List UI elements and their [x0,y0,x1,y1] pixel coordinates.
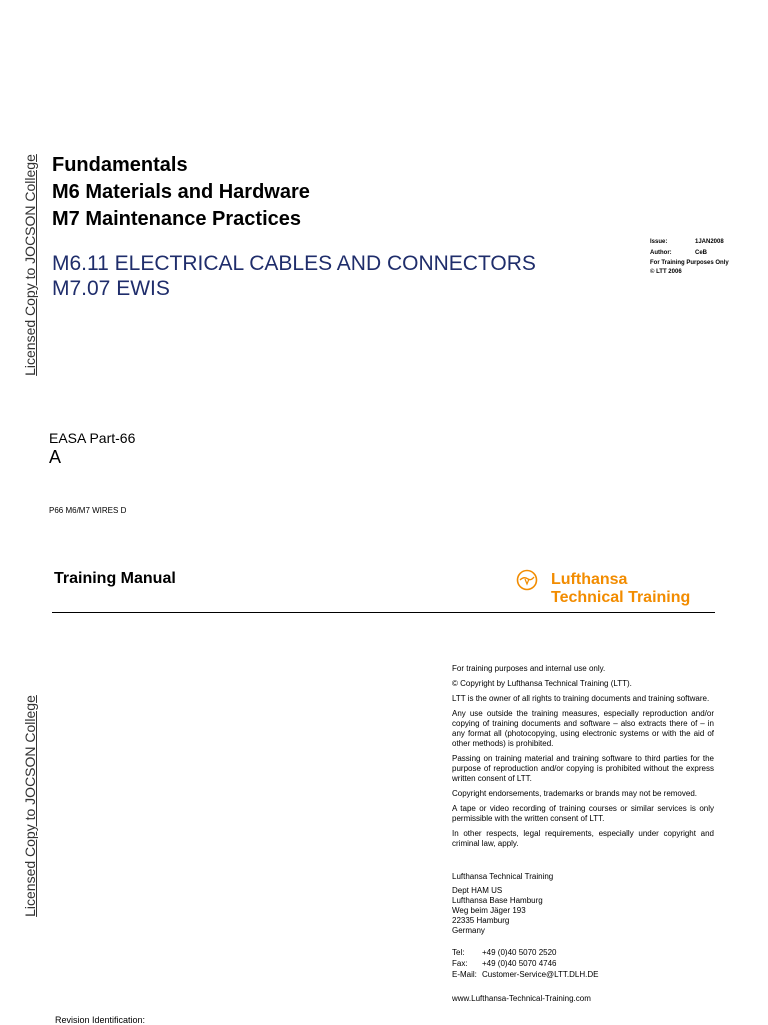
crane-logo-icon [516,569,538,591]
email-link[interactable]: Customer-Service@LTT.DLH.DE [482,970,599,979]
author-label: Author: [650,250,672,256]
address-country: Germany [452,926,485,935]
email-label: E-Mail: [452,970,477,979]
easa-category: A [49,447,62,467]
brand-line1: Lufthansa [551,571,628,588]
legal-paragraph: LTT is the owner of all rights to training documents and training software. [452,694,710,703]
legal-paragraph: A tape or video recording of training courses or similar services is only permissible with the written consent of LTT. [452,804,714,823]
revision-label: Revision Identification: [55,1015,146,1025]
license-watermark-top: Licensed Copy to JOCSON College [22,154,38,376]
legal-paragraph: Any use outside the training measures, especially reproduction and/or copying of training documents and software – also extracts there of – in any format all (photocopying, using electronic systems or with the aid of other methods) is prohibited. [452,709,714,748]
fax-label: Fax: [452,959,468,968]
address-dept: Dept HAM US [452,886,503,895]
legal-paragraph: Copyright endorsements, trademarks or brands may not be removed. [452,789,698,798]
title-m6: M6 Materials and Hardware [52,181,310,203]
meta-copyright: © LTT 2006 [650,269,682,275]
brand-line2: Technical Training [551,589,691,606]
title-fundamentals: Fundamentals [52,154,188,176]
training-manual-label: Training Manual [54,570,176,587]
address-base: Lufthansa Base Hamburg [452,896,543,905]
legal-paragraph: © Copyright by Lufthansa Technical Training (LTT). [452,679,632,688]
contact-fax [452,959,557,969]
legal-paragraph: Passing on training material and training software to third parties for the purpose of reproduction and/or copying is prohibited without the express written consent of LTT. [452,754,714,783]
separator-line [52,612,715,613]
subtitle-m7-07: M7.07 EWIS [52,277,170,300]
issue-label: Issue: [650,239,668,245]
legal-paragraph: In other respects, legal requirements, especially under copyright and criminal law, apply. [452,829,714,848]
fax-value: +49 (0)40 5070 4746 [482,959,557,968]
address-street: Weg beim Jäger 193 [452,906,526,915]
title-m7: M7 Maintenance Practices [52,208,301,230]
legal-notice [452,664,714,854]
contact-email [452,970,598,980]
author-value: CeB [695,250,708,256]
purpose-note: For Training Purposes Only [650,260,729,266]
address-city: 22335 Hamburg [452,916,510,925]
issue-value: 1JAN2008 [695,239,724,245]
address-block [452,886,543,936]
tel-value: +49 (0)40 5070 2520 [482,948,557,957]
legal-paragraph: For training purposes and internal use only. [452,664,606,673]
license-watermark-bottom: Licensed Copy to JOCSON College [22,695,38,917]
document-code: P66 M6/M7 WIRES D [49,506,127,515]
website-link[interactable]: www.Lufthansa-Technical-Training.com [452,994,591,1003]
tel-label: Tel: [452,948,465,957]
brand-name [551,571,690,607]
address-company: Lufthansa Technical Training [452,872,554,881]
subtitle-m6-11: M6.11 ELECTRICAL CABLES AND CONNECTORS [52,252,536,275]
easa-part: EASA Part-66 [49,430,136,446]
contact-tel [452,948,557,958]
